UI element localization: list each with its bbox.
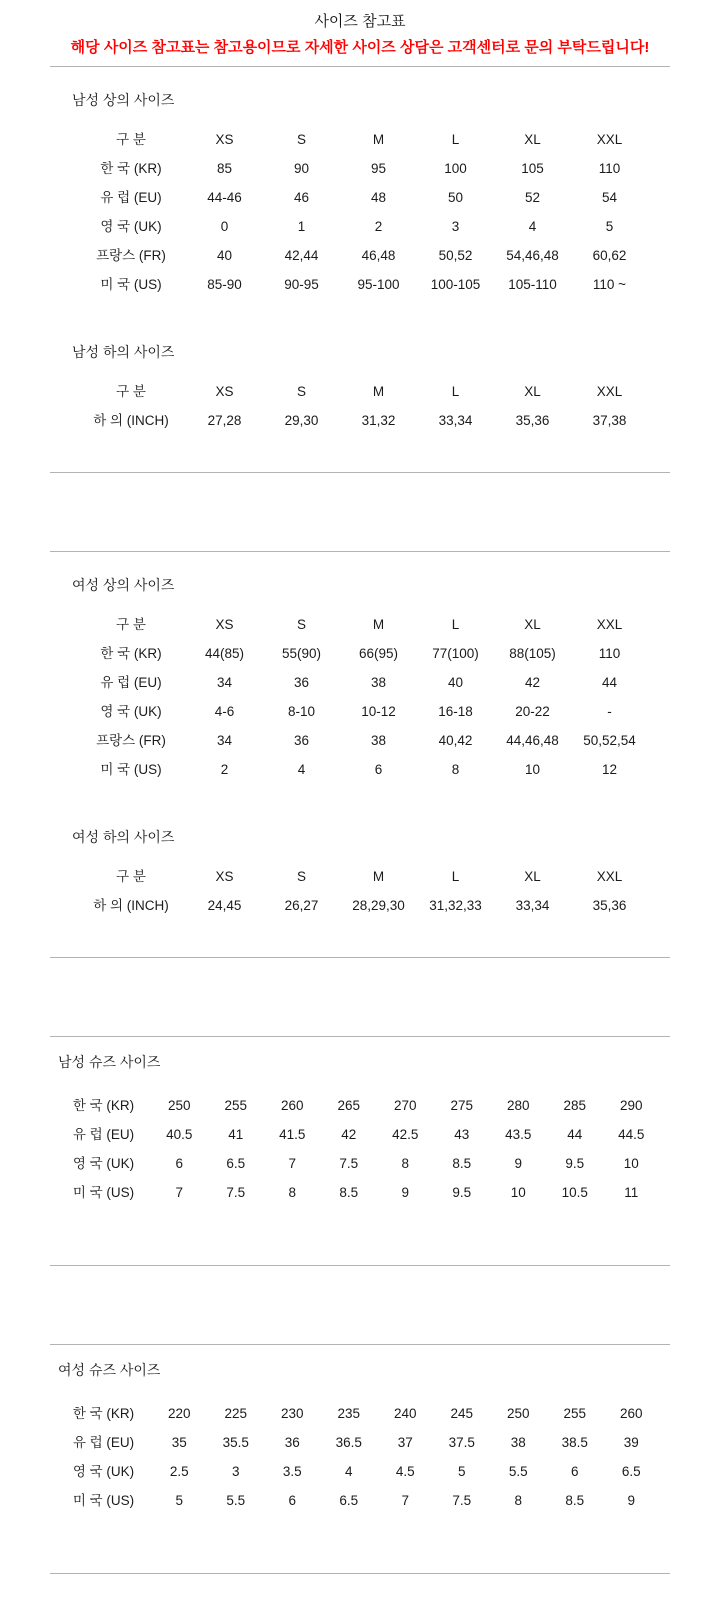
table-row [76, 406, 670, 435]
table-row [76, 726, 670, 755]
table-cell: 28,29,30 [352, 898, 405, 913]
table-cell: 24,45 [207, 898, 242, 913]
table-cell: 10 [524, 762, 541, 777]
size-column-header: S [296, 132, 306, 147]
table-header-row [76, 610, 670, 639]
table-cell: 38 [370, 675, 387, 690]
table-cell: 48 [370, 190, 387, 205]
size-column-header: M [372, 617, 385, 632]
table-cell: 38 [510, 1435, 526, 1450]
size-column-header: XL [524, 617, 541, 632]
table-cell: 90 [293, 161, 310, 176]
table-row [76, 154, 670, 183]
table-cell: 4-6 [214, 704, 235, 719]
table-cell: 260 [280, 1098, 304, 1113]
table-cell: 36 [293, 675, 310, 690]
row-label: 하 의 (INCH) [93, 413, 169, 428]
table-cell: 1 [297, 219, 306, 234]
table-cell: 2.5 [169, 1464, 189, 1479]
row-label: 영 국 (UK) [100, 704, 162, 719]
table-cell: 275 [450, 1098, 474, 1113]
table-cell: 6.5 [621, 1464, 641, 1479]
table-cell: 8.5 [565, 1493, 585, 1508]
size-column-header: M [372, 132, 385, 147]
table-cell: 0 [220, 219, 229, 234]
table-cell: 4 [344, 1464, 353, 1479]
row-label: 한 국 (KR) [72, 1098, 135, 1113]
table-cell: 40,42 [438, 733, 473, 748]
table-cell: 8 [451, 762, 460, 777]
table-cell: 8.5 [339, 1185, 359, 1200]
table-cell: - [607, 704, 612, 719]
table-cell: 7 [401, 1493, 409, 1508]
table-cell: 280 [506, 1098, 530, 1113]
size-column-header: XXL [596, 132, 623, 147]
section-title: 여성 슈즈 사이즈 [58, 1362, 161, 1378]
table-cell: 7.5 [339, 1156, 359, 1171]
table-cell: 85-90 [207, 277, 242, 292]
table-row [76, 697, 670, 726]
row-label: 영 국 (UK) [72, 1464, 135, 1479]
row-label: 영 국 (UK) [72, 1156, 135, 1171]
table-header-label: 구 분 [116, 869, 146, 884]
table-cell: 2 [220, 762, 229, 777]
table-cell: 235 [337, 1406, 361, 1421]
table-cell: 5.5 [508, 1464, 528, 1479]
table-row [56, 1457, 670, 1486]
table-header-label: 구 분 [116, 132, 146, 147]
size-column-header: XXL [596, 617, 623, 632]
table-cell: 46,48 [361, 248, 396, 263]
table-cell: 42 [524, 675, 541, 690]
row-label: 미 국 (US) [72, 1185, 135, 1200]
size-column-header: S [296, 617, 306, 632]
table-cell: 95-100 [357, 277, 400, 292]
page-header [0, 0, 720, 66]
table-cell: 285 [563, 1098, 587, 1113]
table-cell: 20-22 [515, 704, 550, 719]
table-cell: 7 [175, 1185, 183, 1200]
size-column-header: L [451, 132, 460, 147]
table-cell: 9 [514, 1156, 522, 1171]
table-cell: 40.5 [166, 1127, 193, 1142]
table-cell: 54 [601, 190, 618, 205]
size-column-header: XS [215, 384, 234, 399]
table-cell: 31,32 [361, 413, 396, 428]
table-cell: 250 [167, 1098, 191, 1113]
row-label: 하 의 (INCH) [93, 898, 169, 913]
table-cell: 42,44 [284, 248, 319, 263]
table-cell: 11 [624, 1185, 639, 1200]
table-cell: 85 [216, 161, 233, 176]
table-cell: 50 [447, 190, 464, 205]
table-row [76, 668, 670, 697]
table-cell: 37,38 [592, 413, 627, 428]
table-cell: 4.5 [395, 1464, 415, 1479]
size-column-header: XL [524, 132, 541, 147]
size-column-header: XS [215, 617, 234, 632]
table-cell: 88(105) [509, 646, 556, 661]
table-row [76, 212, 670, 241]
table-cell: 60,62 [592, 248, 627, 263]
table-cell: 100-105 [430, 277, 481, 292]
table-cell: 10 [510, 1185, 526, 1200]
table-cell: 40 [216, 248, 233, 263]
table-cell: 265 [337, 1098, 361, 1113]
table-cell: 6.5 [339, 1493, 359, 1508]
table-cell: 7 [288, 1156, 296, 1171]
size-table [76, 125, 670, 299]
size-column-header: S [296, 869, 306, 884]
table-cell: 9 [401, 1185, 409, 1200]
table-cell: 36 [284, 1435, 300, 1450]
table-cell: 77(100) [432, 646, 479, 661]
table-cell: 250 [506, 1406, 530, 1421]
row-label: 유 럽 (EU) [72, 1435, 135, 1450]
size-column-header: XL [524, 384, 541, 399]
table-cell: 2 [374, 219, 383, 234]
table-row [76, 241, 670, 270]
section-title: 남성 슈즈 사이즈 [58, 1054, 161, 1070]
page-title: 사이즈 참고표 [314, 13, 406, 30]
table-cell: 100 [444, 161, 467, 176]
table-cell: 44.5 [618, 1127, 645, 1142]
table-header-row [76, 125, 670, 154]
row-label: 프랑스 (FR) [96, 248, 166, 263]
size-column-header: XS [215, 869, 234, 884]
table-cell: 52 [524, 190, 541, 205]
section-title: 남성 상의 사이즈 [72, 92, 175, 108]
size-column-header: L [451, 384, 460, 399]
table-cell: 12 [601, 762, 618, 777]
table-cell: 230 [280, 1406, 304, 1421]
table-cell: 33,34 [515, 898, 550, 913]
table-cell: 8-10 [287, 704, 316, 719]
size-column-header: XS [215, 132, 234, 147]
table-cell: 37.5 [448, 1435, 475, 1450]
table-cell: 38.5 [561, 1435, 588, 1450]
row-label: 미 국 (US) [100, 277, 162, 292]
section-title: 여성 하의 사이즈 [72, 829, 175, 845]
table-cell: 225 [224, 1406, 248, 1421]
table-row [56, 1399, 670, 1428]
size-table [56, 1091, 670, 1207]
table-header-row [76, 862, 670, 891]
table-cell: 44(85) [204, 646, 245, 661]
row-label: 유 럽 (EU) [100, 675, 162, 690]
table-row [56, 1428, 670, 1457]
table-cell: 6 [374, 762, 383, 777]
table-row [76, 891, 670, 920]
table-cell: 40 [447, 675, 464, 690]
table-cell: 9 [627, 1493, 635, 1508]
table-cell: 29,30 [284, 413, 319, 428]
size-column-header: S [296, 384, 306, 399]
table-cell: 90-95 [284, 277, 319, 292]
table-cell: 27,28 [207, 413, 242, 428]
table-cell: 44-46 [207, 190, 242, 205]
size-table [76, 862, 670, 920]
size-group-mens-apparel [50, 66, 670, 473]
size-group-mens-shoes [50, 1036, 670, 1266]
row-label: 미 국 (US) [100, 762, 162, 777]
size-column-header: XL [524, 869, 541, 884]
table-row [56, 1120, 670, 1149]
size-column-header: L [451, 869, 460, 884]
table-cell: 44,46,48 [506, 733, 559, 748]
section-title: 남성 하의 사이즈 [72, 344, 175, 360]
table-row [56, 1178, 670, 1207]
table-cell: 5 [175, 1493, 183, 1508]
table-cell: 110 ~ [592, 277, 627, 292]
page-notice: 해당 사이즈 참고표는 참고용이므로 자세한 사이즈 상담은 고객센터로 문의 부탁드립니다! [70, 39, 650, 56]
table-cell: 35,36 [592, 898, 627, 913]
size-column-header: M [372, 869, 385, 884]
table-cell: 35.5 [222, 1435, 249, 1450]
size-column-header: L [451, 617, 460, 632]
size-column-header: M [372, 384, 385, 399]
table-cell: 38 [370, 733, 387, 748]
table-cell: 36 [293, 733, 310, 748]
size-group-womens-apparel [50, 551, 670, 958]
table-cell: 6 [570, 1464, 579, 1479]
table-cell: 44 [567, 1127, 583, 1142]
table-cell: 105-110 [508, 277, 557, 292]
table-cell: 66(95) [358, 646, 399, 661]
table-row [76, 755, 670, 784]
table-cell: 43.5 [505, 1127, 532, 1142]
table-row [76, 270, 670, 299]
table-cell: 7.5 [226, 1185, 246, 1200]
size-group-womens-shoes [50, 1344, 670, 1574]
size-table [76, 610, 670, 784]
table-cell: 41.5 [279, 1127, 306, 1142]
table-cell: 37 [397, 1435, 413, 1450]
table-cell: 110 [598, 646, 621, 661]
table-cell: 46 [293, 190, 310, 205]
table-cell: 110 [598, 161, 621, 176]
table-cell: 10 [623, 1156, 639, 1171]
table-cell: 245 [450, 1406, 474, 1421]
table-cell: 220 [167, 1406, 191, 1421]
row-label: 유 럽 (EU) [100, 190, 162, 205]
table-cell: 6 [175, 1156, 183, 1171]
table-row [56, 1149, 670, 1178]
size-column-header: XXL [596, 384, 623, 399]
table-cell: 9.5 [565, 1156, 585, 1171]
table-cell: 6.5 [226, 1156, 246, 1171]
table-cell: 10.5 [561, 1185, 588, 1200]
table-cell: 5 [457, 1464, 466, 1479]
table-cell: 34 [216, 733, 233, 748]
size-table-groups [0, 66, 720, 1574]
table-cell: 5.5 [226, 1493, 246, 1508]
table-cell: 35,36 [515, 413, 550, 428]
table-cell: 8 [401, 1156, 409, 1171]
row-label: 프랑스 (FR) [96, 733, 166, 748]
size-table [56, 1399, 670, 1515]
table-header-row [76, 377, 670, 406]
table-cell: 43 [454, 1127, 470, 1142]
table-cell: 8 [514, 1493, 522, 1508]
table-cell: 50,52,54 [583, 733, 636, 748]
table-cell: 31,32,33 [429, 898, 482, 913]
table-cell: 26,27 [284, 898, 319, 913]
table-cell: 42.5 [392, 1127, 419, 1142]
row-label: 영 국 (UK) [100, 219, 162, 234]
table-cell: 8.5 [452, 1156, 472, 1171]
table-cell: 8 [288, 1185, 296, 1200]
table-cell: 290 [619, 1098, 643, 1113]
table-cell: 270 [393, 1098, 417, 1113]
table-cell: 260 [619, 1406, 643, 1421]
table-row [56, 1091, 670, 1120]
table-cell: 35 [171, 1435, 187, 1450]
table-cell: 10-12 [361, 704, 396, 719]
table-cell: 50,52 [438, 248, 473, 263]
size-column-header: XXL [596, 869, 623, 884]
table-cell: 54,46,48 [506, 248, 559, 263]
table-cell: 240 [393, 1406, 417, 1421]
table-cell: 41 [228, 1127, 244, 1142]
table-row [56, 1486, 670, 1515]
row-label: 한 국 (KR) [100, 646, 162, 661]
row-label: 한 국 (KR) [100, 161, 162, 176]
table-cell: 3.5 [282, 1464, 302, 1479]
table-row [76, 639, 670, 668]
table-cell: 9.5 [452, 1185, 472, 1200]
table-cell: 95 [370, 161, 387, 176]
table-cell: 36.5 [335, 1435, 362, 1450]
row-label: 유 럽 (EU) [72, 1127, 135, 1142]
table-cell: 39 [623, 1435, 639, 1450]
table-cell: 3 [451, 219, 460, 234]
table-cell: 3 [231, 1464, 240, 1479]
table-cell: 5 [605, 219, 614, 234]
table-cell: 255 [563, 1406, 587, 1421]
table-cell: 4 [297, 762, 306, 777]
table-row [76, 183, 670, 212]
table-cell: 4 [528, 219, 537, 234]
table-cell: 34 [216, 675, 233, 690]
table-cell: 42 [341, 1127, 357, 1142]
table-cell: 105 [521, 161, 544, 176]
table-cell: 33,34 [438, 413, 473, 428]
table-cell: 16-18 [438, 704, 473, 719]
table-cell: 6 [288, 1493, 296, 1508]
size-table [76, 377, 670, 435]
table-cell: 7.5 [452, 1493, 472, 1508]
table-cell: 44 [601, 675, 618, 690]
table-header-label: 구 분 [116, 384, 146, 399]
table-cell: 55(90) [281, 646, 322, 661]
row-label: 미 국 (US) [72, 1493, 135, 1508]
table-header-label: 구 분 [116, 617, 146, 632]
row-label: 한 국 (KR) [72, 1406, 135, 1421]
table-cell: 255 [224, 1098, 248, 1113]
section-title: 여성 상의 사이즈 [72, 577, 175, 593]
